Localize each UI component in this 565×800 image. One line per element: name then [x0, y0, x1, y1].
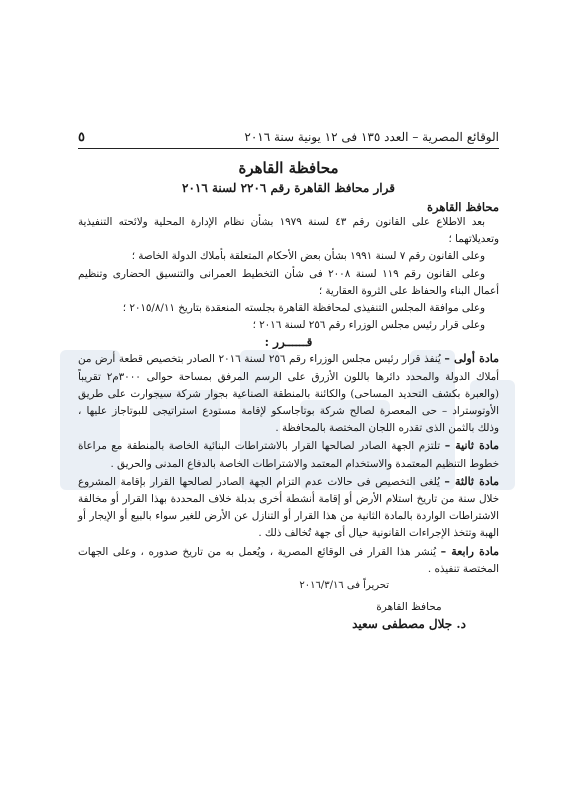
article-1 [78, 350, 499, 437]
articles [78, 350, 499, 578]
article-label: مادة أولى – [444, 352, 499, 366]
preamble-paragraph: وعلى موافقة المجلس التنفيذى لمحافظة القاهرة بجلسته المنعقدة بتاريخ ٢٠١٥/٨/١١ ؛ [122, 302, 485, 315]
preamble-paragraph: بعد الاطلاع على القانون رقم ٤٣ لسنة ١٩٧٩ بشأن نظام الإدارة المحلية ولائحته التنفيذية وتعديلاتهما ؛ [78, 216, 499, 246]
signature-role: محافظ القاهرة [376, 601, 442, 614]
signature-name: د. جلال مصطفى سعيد [352, 617, 466, 632]
article-text: يُنفذ قرار رئيس مجلس الوزراء رقم ٢٥٦ لسنة ٢٠١٦ الصادر بتخصيص قطعة أرض من أملاك الدولة والمحدد دائرها باللون الأزرق على الرسم المرفق بمساحة حوالى ٣٠٠٠م٢ تقريباً (والعبرة بكشف التحديد المساحى) والكائنة بالمنطقة الصناعية بجوار شركة سيجوارت على طريق الأوتوستراد – حى المعصرة لصالح شركة بوتاجاسكو لإقامة مستودع استراتيجى للبوتاجاز عليها ، وذلك بالثمن الذى تقدره اللجان المختصة بالمحافظة . [78, 353, 500, 435]
article-text: يُلغى التخصيص فى حالات عدم التزام الجهة الصادر لصالحها القرار بإقامة المشروع خلال سنة من تاريخ استلام الأرض أو إقامة أنشطة أخرى بدبلة خلاف المحددة بهذا القرار أو مخالفة الاشتراطات الواردة بالمادة الثانية من هذا القرار أو التنازل عن الأرض للغير سواء بالبيع أو الإيجار أو الهبة وتتخذ الإجراءات القانونية حيال أى جهة تُخالف ذلك . [78, 475, 499, 540]
page-header [78, 130, 499, 149]
article-3 [78, 473, 499, 543]
article-label: مادة رابعة – [440, 544, 500, 558]
gazette-issue-line: الوقائع المصرية – العدد ١٣٥ فى ١٢ يونية سنة ٢٠١٦ [244, 130, 499, 144]
issuer-heading: محافظ القاهرة [427, 200, 499, 214]
page-number: ٥ [78, 130, 85, 145]
article-text: يُنشر هذا القرار فى الوقائع المصرية ، ويُعمل به من تاريخ صدوره ، وعلى الجهات المختصة تنفيذه . [78, 545, 499, 575]
signature-block [319, 601, 499, 631]
article-label: مادة ثالثة – [444, 474, 499, 488]
article-label: مادة ثانية – [444, 439, 499, 453]
article-text: تلتزم الجهة الصادر لصالحها القرار بالاشتراطات البنائية الخاصة بالمنطقة مع مراعاة خطوط التنظيم المعتمدة والاستخدام المعتمد والاشتراطات الخاصة بالدفاع المدنى والحريق . [78, 440, 499, 470]
preamble [78, 214, 499, 334]
decree-heading: قــــــرر : [264, 335, 313, 350]
preamble-paragraph: وعلى القانون رقم ٧ لسنة ١٩٩١ بشأن بعض الأحكام المتعلقة بأملاك الدولة الخاصة ؛ [131, 250, 485, 263]
preamble-paragraph: وعلى القانون رقم ١١٩ لسنة ٢٠٠٨ فى شأن التخطيط العمرانى والتنسيق الحضارى وتنظيم أعمال البناء والحفاظ على الثروة العقارية ؛ [78, 267, 499, 297]
document-title: محافظة القاهرة [238, 159, 339, 177]
preamble-paragraph: وعلى قرار رئيس مجلس الوزراء رقم ٢٥٦ لسنة ٢٠١٦ ؛ [252, 319, 485, 332]
article-4 [78, 543, 499, 578]
decree-subtitle: قرار محافظ القاهرة رقم ٢٢٠٦ لسنة ٢٠١٦ [182, 181, 395, 195]
article-2 [78, 437, 499, 472]
issue-date: تحريراً فى ٢٠١٦/٣/١٦ [299, 580, 389, 592]
gazette-page [78, 130, 499, 770]
